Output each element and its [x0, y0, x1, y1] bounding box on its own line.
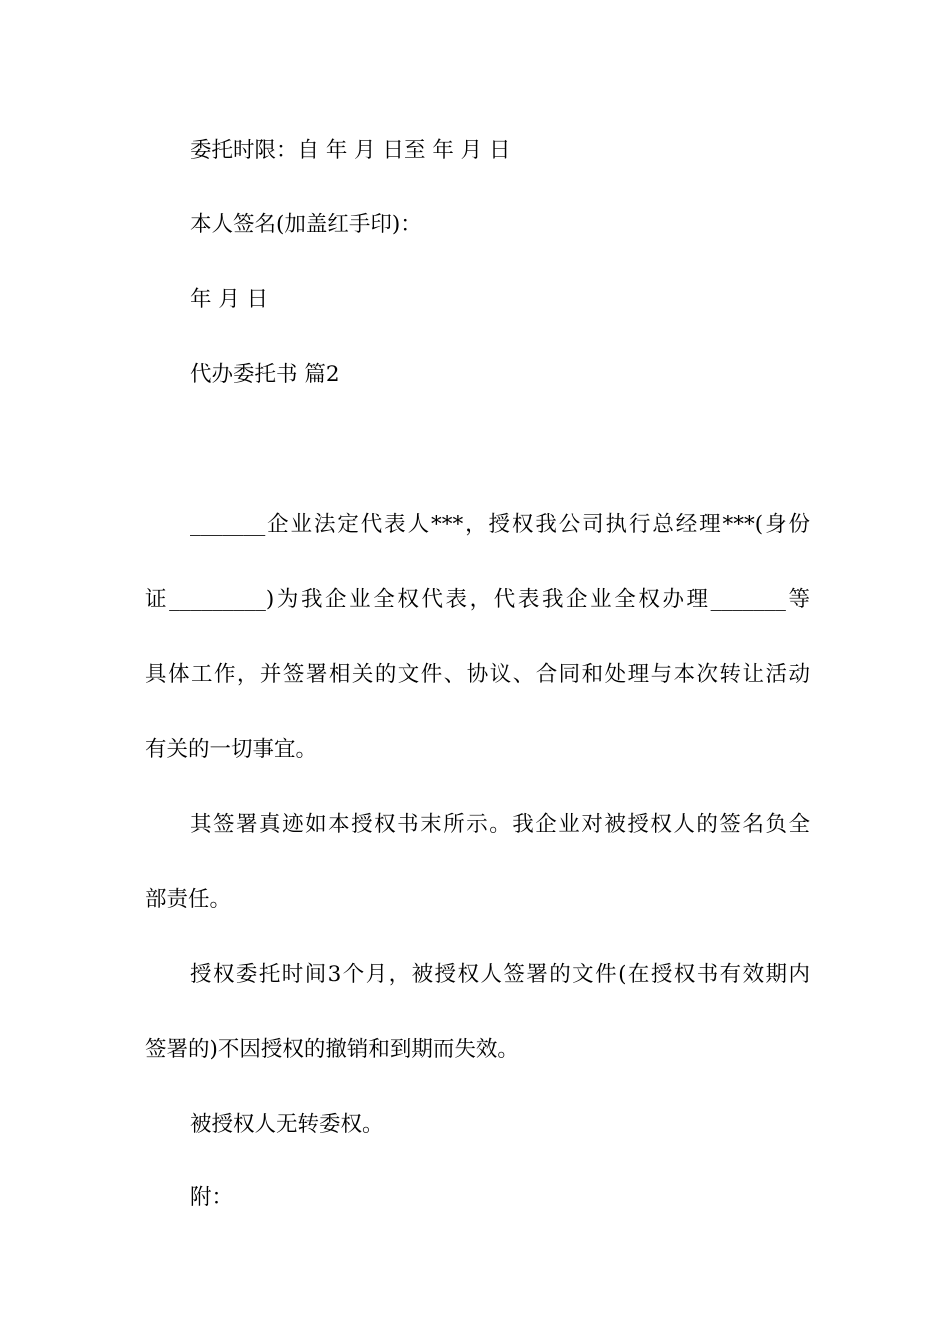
- paragraph-2-line-2: 部责任。: [145, 887, 232, 912]
- paragraph-4: 被授权人无转委权。: [190, 1112, 384, 1137]
- section-heading: 代办委托书 篇2: [190, 362, 340, 387]
- paragraph-1-line-4: 有关的一切事宜。: [145, 737, 318, 762]
- signature-line: 本人签名(加盖红手印)：: [190, 212, 422, 237]
- attachment-label: 附：: [190, 1185, 234, 1210]
- paragraph-1-line-3: 具体工作，并签署相关的文件、协议、合同和处理与本次转让活动: [145, 662, 810, 687]
- paragraph-2-line-1: 其签署真迹如本授权书末所示。我企业对被授权人的签名负全: [190, 812, 810, 837]
- paragraph-1-line-2: 证_________)为我企业全权代表，代表我企业全权办理_______等: [145, 587, 810, 612]
- paragraph-1-line-1: _______企业法定代表人***，授权我公司执行总经理***(身份: [190, 512, 810, 537]
- paragraph-3-line-2: 签署的)不因授权的撤销和到期而失效。: [145, 1037, 519, 1062]
- date-line: 年 月 日: [190, 287, 269, 312]
- paragraph-3-line-1: 授权委托时间3个月，被授权人签署的文件(在授权书有效期内: [190, 962, 810, 987]
- entrust-period-line: 委托时限：自 年 月 日至 年 月 日: [190, 138, 511, 163]
